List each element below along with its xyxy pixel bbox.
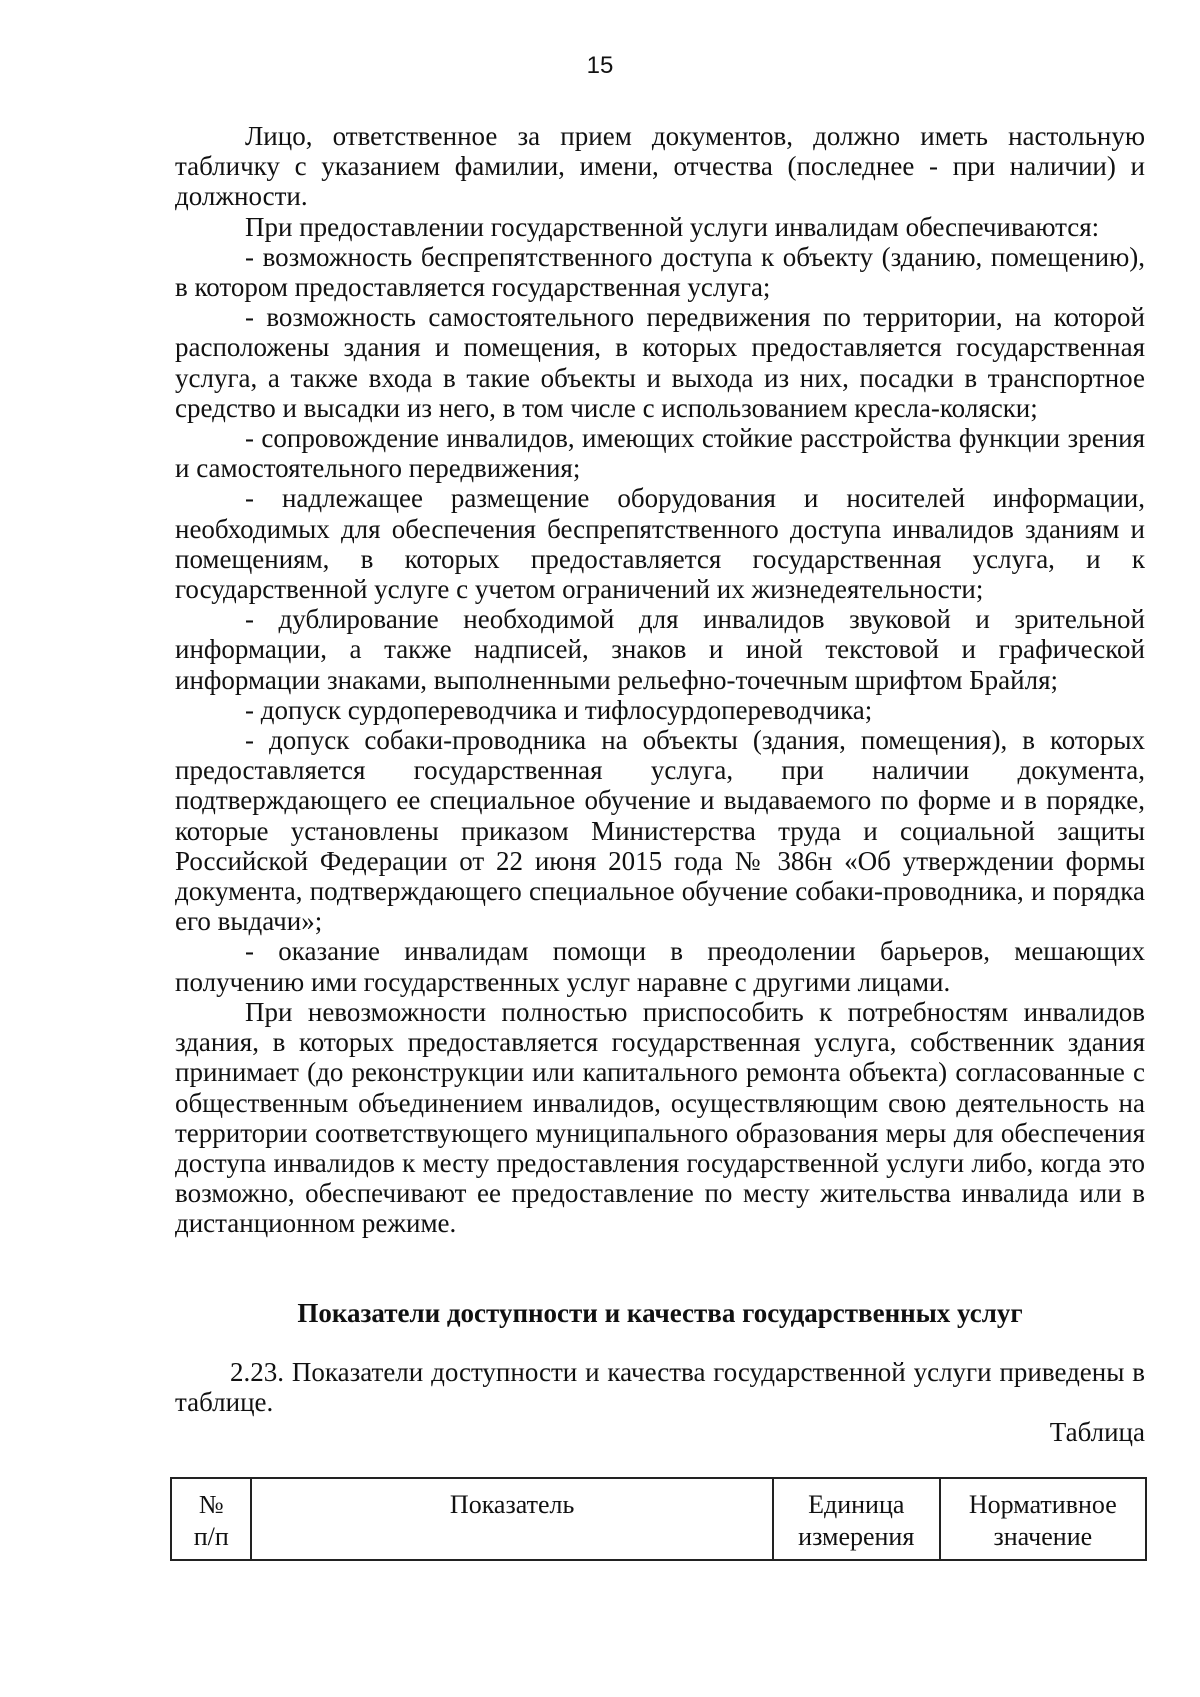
paragraph-disabled-provisions-intro: При предоставлении государственной услуги инвалидам обеспечиваются:: [245, 211, 1100, 242]
header-norm-line1: Нормативное: [968, 1490, 1117, 1519]
paragraph-responsible-person: Лицо, ответственное за прием документов, должно иметь настольную табличку с указанием фамилии, имени, отчества (последнее - при наличии) и должности.: [175, 121, 1145, 212]
header-unit: [773, 1478, 940, 1560]
list-item-information-duplication: - дублирование необходимой для инвалидов звуковой и зрительной информации, а также надписей, знаков и иной текстовой и графической информации знаками, выполненными рельефно-точечным шрифтом Брайля;: [175, 604, 1145, 695]
list-item-sign-interpreter: - допуск сурдопереводчика и тифлосурдопереводчика;: [245, 694, 873, 725]
list-item-escort: - сопровождение инвалидов, имеющих стойкие расстройства функции зрения и самостоятельного передвижения;: [175, 423, 1145, 484]
list-item-assistance: - оказание инвалидам помощи в преодолении барьеров, мешающих получению ими государственных услуг наравне с другими лицами.: [175, 936, 1145, 997]
table-header-row: [171, 1478, 1146, 1560]
section-heading: Показатели доступности и качества государственных услуг: [297, 1298, 1023, 1328]
header-number: [171, 1478, 251, 1560]
header-indicator: [251, 1478, 772, 1560]
header-norm-line2: значение: [993, 1522, 1093, 1551]
section-paragraph: [175, 1357, 1145, 1417]
header-indicator-label: Показатель: [449, 1490, 575, 1519]
page-number: 15: [586, 52, 614, 79]
header-norm: [940, 1478, 1146, 1560]
header-number-line1: №: [198, 1490, 224, 1519]
list-item-equipment-placement: - надлежащее размещение оборудования и носителей информации, необходимых для обеспечения беспрепятственного доступа инвалидов зданиям и помещениям, в которых предоставляется государственная услуга, и к государственной услуге с учетом ограничений их жизнедеятельности;: [175, 483, 1145, 605]
indicators-table: [170, 1477, 1147, 1561]
paragraph-2-23: 2.23. Показатели доступности и качества государственной услуги приведены в таблице.: [175, 1357, 1145, 1418]
list-item-guide-dog: - допуск собаки-проводника на объекты (здания, помещения), в которых предоставляется государственная услуга, при наличии документа, подтверждающего ее специальное обучение и выдаваемого по форме и в порядке, которые установлены приказом Министерства труда и социальной защиты Российской Федерации от 22 июня 2015 года № 386н «Об утверждении формы документа, подтверждающего специальное обучение собаки-проводника, и порядка его выдачи»;: [175, 725, 1145, 937]
header-unit-line2: измерения: [798, 1522, 915, 1551]
list-item-unobstructed-access: - возможность беспрепятственного доступа к объекту (зданию, помещению), в котором предоставляется государственная услуга;: [175, 241, 1145, 303]
paragraph-building-adaptation: При невозможности полностью приспособить к потребностям инвалидов здания, в которых предоставляется государственная услуга, собственник здания принимает (до реконструкции или капитального ремонта объекта) согласованные с общественным объединением инвалидов, осуществляющим свою деятельность на территории соответствующего муниципального образования меры для обеспечения доступа инвалидов к месту предоставления государственной услуги либо, когда это возможно, обеспечивают ее предоставление по месту жительства инвалида или в дистанционном режиме.: [175, 996, 1145, 1239]
body-text: [175, 121, 1145, 1239]
header-unit-line1: Единица: [808, 1490, 905, 1519]
list-item-independent-movement: - возможность самостоятельного передвижения по территории, на которой расположены здания и помещения, в которых предоставляется государственная услуга, а также входа в такие объекты и выхода из них, посадки в транспортное средство и высадки из него, в том числе с использованием кресла-коляски;: [175, 302, 1145, 423]
table-label: Таблица: [1049, 1417, 1145, 1447]
header-number-line2: п/п: [193, 1522, 229, 1551]
